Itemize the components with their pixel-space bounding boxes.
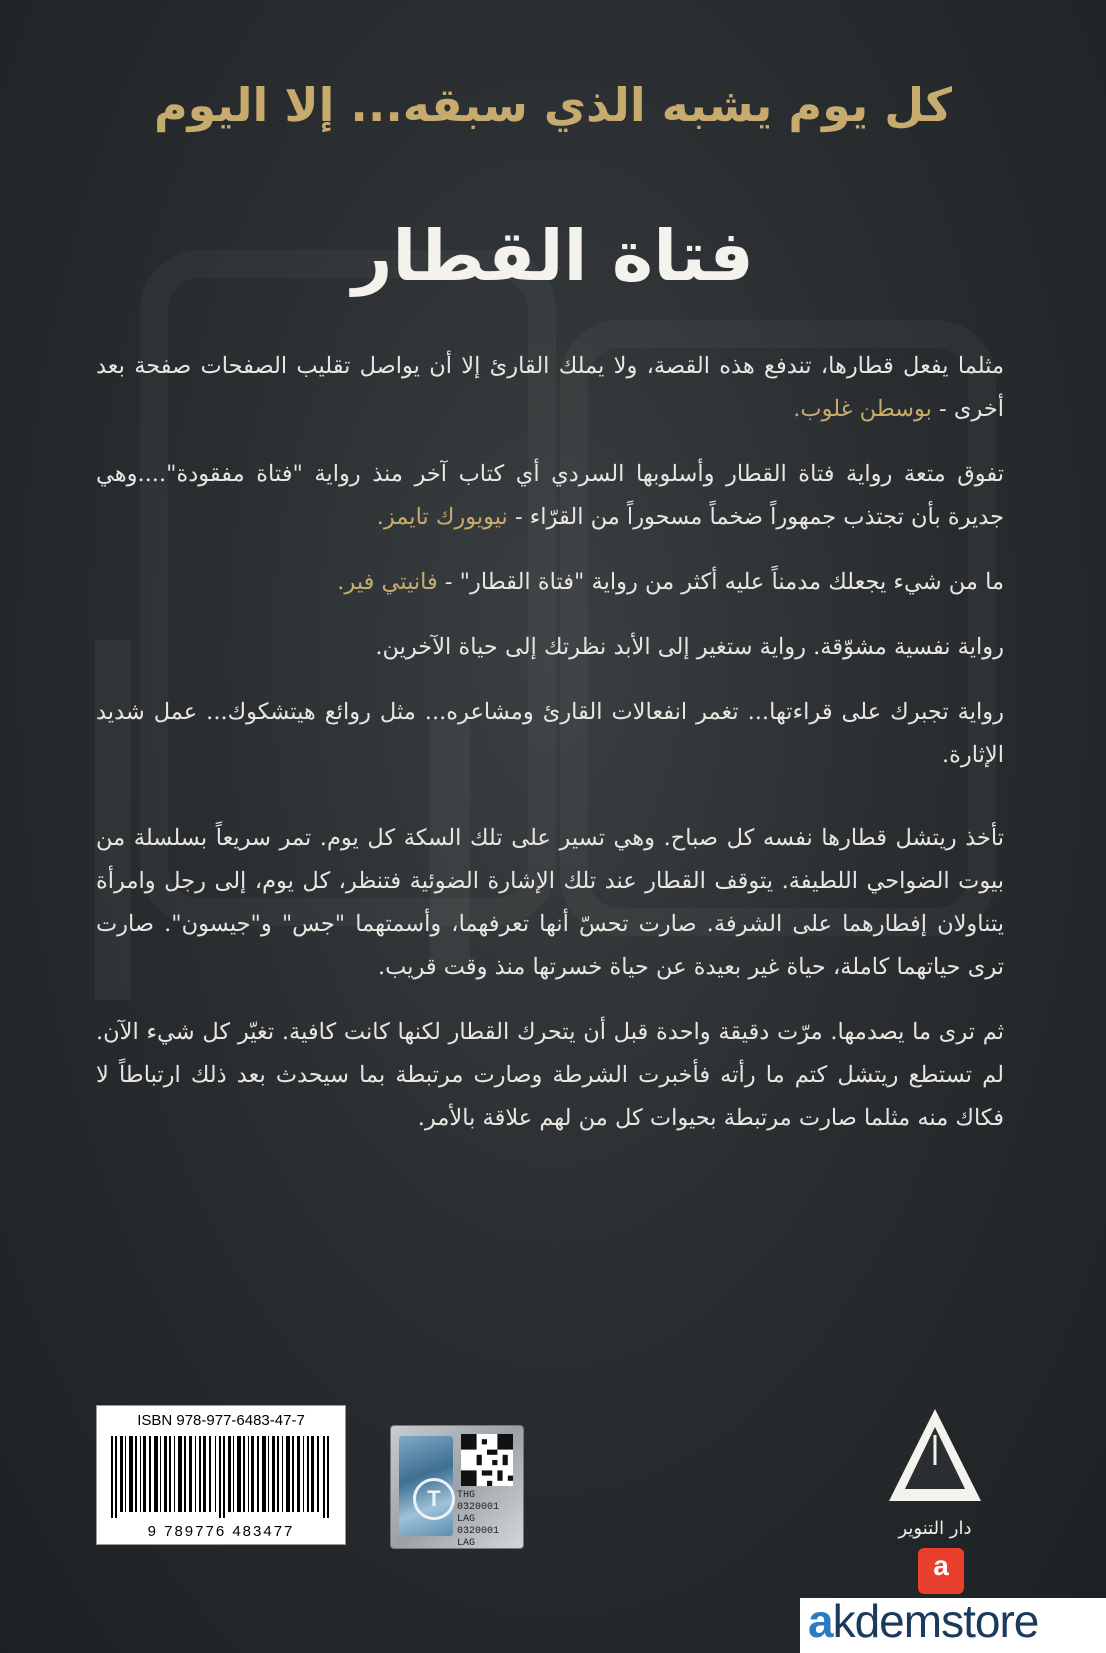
store-cart-icon: a bbox=[918, 1548, 964, 1594]
sticker-logo: T bbox=[413, 1478, 455, 1520]
qr-code-icon bbox=[461, 1434, 513, 1486]
isbn-barcode-label bbox=[96, 1405, 346, 1545]
publisher-name: دار التنوير bbox=[898, 1518, 972, 1539]
synopsis-paragraph: ثم ترى ما يصدمها. مرّت دقيقة واحدة قبل أن يتحرك القطار لكنها كانت كافية. تغيّر كل شيء الآن. لم تستطع ريتشل كتم ما رأته فأخبرت الشرطة وصارت مرتبطة بما سيحدث بعد ذلك ارتباطاً لا فكاك منه مثلما صارت مرتبطة بحيوات كل من لهم علاقة بالأمر. bbox=[96, 1019, 1004, 1131]
sticker-code: THG 0320001 LAG 0320001 LAG bbox=[457, 1490, 500, 1549]
review-quote: رواية نفسية مشوّقة. رواية ستغير إلى الأبد نظرتك إلى حياة الآخرين. bbox=[375, 634, 1004, 660]
security-sticker bbox=[390, 1425, 524, 1549]
review-quote: ما من شيء يجعلك مدمناً عليه أكثر من رواية "فتاة القطار" - فانيتي فير. bbox=[337, 569, 1004, 595]
store-brand: akdemstore bbox=[808, 1595, 1039, 1647]
store-watermark bbox=[800, 1595, 1106, 1653]
back-cover-text bbox=[96, 345, 1004, 1162]
review-source: فانيتي فير. bbox=[337, 569, 438, 595]
review-source: نيويورك تايمز. bbox=[376, 504, 508, 530]
tagline: كل يوم يشبه الذي سبقه... إلا اليوم bbox=[153, 78, 953, 132]
synopsis-paragraph: تأخذ ريتشل قطارها نفسه كل صباح. وهي تسير على تلك السكة كل يوم. تمر سريعاً بسلسلة من بيوت الضواحي اللطيفة. يتوقف القطار عند تلك الإشارة الضوئية فتنظر، كل يوم، إلى رجل وامرأة يتناولان إفطارهما على الشرفة. صارت تحسّ أنها تعرفهما، وأسمتهما "جس" و"جيسون". صارت ترى حياتهما كاملة، حياة غير بعيدة عن حياة خسرتها منذ وقت قريب. bbox=[96, 825, 1004, 980]
isbn-number: ISBN 978-977-6483-47-7 bbox=[137, 1412, 305, 1429]
review-source: بوسطن غلوب. bbox=[793, 396, 932, 422]
isbn-digits: 9 789776 483477 bbox=[147, 1523, 295, 1540]
review-quote: رواية تجبرك على قراءتها... تغمر انفعالات القارئ ومشاعره... مثل روائع هيتشكوك... عمل شديد الإثارة. bbox=[96, 699, 1004, 768]
review-quote: تفوق متعة رواية فتاة القطار وأسلوبها السردي أي كتاب آخر منذ رواية "فتاة مفقودة"....وهي جديرة بأن تجتذب جمهوراً ضخماً مسحوراً من القرّاء - نيويورك تايمز. bbox=[96, 461, 1004, 530]
barcode-icon bbox=[111, 1436, 333, 1518]
review-quote: مثلما يفعل قطارها، تندفع هذه القصة، ولا يملك القارئ إلا أن يواصل تقليب الصفحات صفحة بعد أخرى - بوسطن غلوب. bbox=[96, 353, 1004, 422]
book-title: فتاة القطار bbox=[352, 215, 754, 297]
publisher-pyramid-logo bbox=[885, 1405, 985, 1505]
hologram-icon bbox=[399, 1436, 453, 1536]
